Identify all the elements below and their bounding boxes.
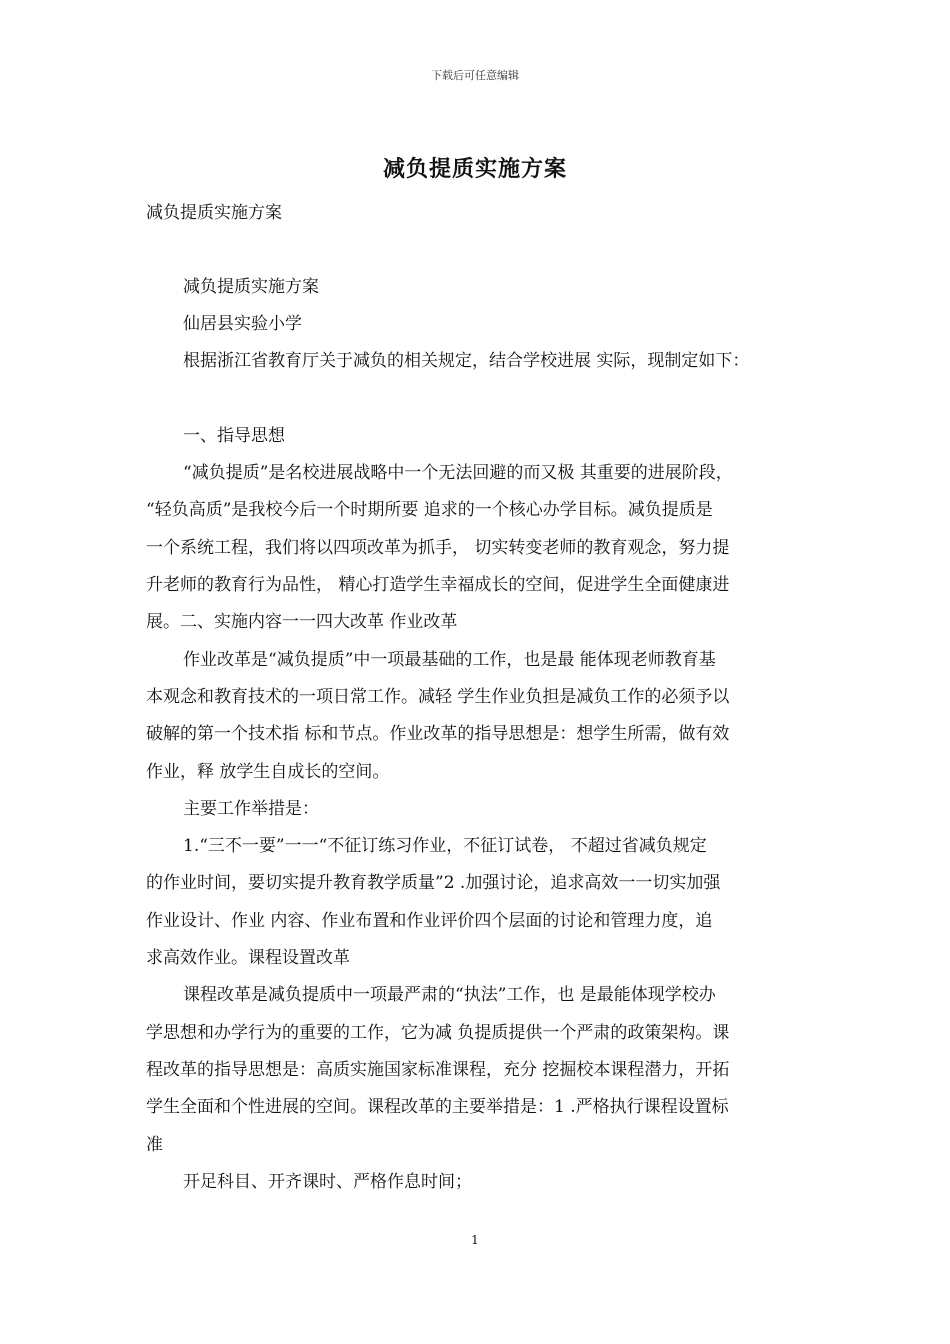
text-line: 根据浙江省教育厅关于减负的相关规定，结合学校进展 实际，现制定如下： [183,351,750,371]
text-line: 减负提质实施方案 [146,203,282,223]
text-line: 减负提质实施方案 [183,277,319,297]
text-line: 准 [146,1135,163,1155]
text-line: 作业设计、作业 内容、作业布置和作业评价四个层面的讨论和管理力度，追 [146,911,713,931]
text-line: 开足科目、开齐课时、严格作息时间； [183,1172,472,1192]
text-line: 课程改革是减负提质中一项最严肃的“执法”工作，也 是最能体现学校办 [183,985,716,1005]
text-line: 的作业时间，要切实提升教育教学质量”2 .加强讨论，追求高效一一切实加强 [146,873,721,893]
text-line: 破解的第一个技术指 标和节点。作业改革的指导思想是：想学生所需，做有效 [146,724,730,744]
text-line: 仙居县实验小学 [183,314,302,334]
document-title: 减负提质实施方案 [382,156,567,182]
text-line: 1.“三不一要”一一“不征订练习作业，不征订试卷， 不超过省减负规定 [183,836,707,856]
text-line: “减负提质”是名校进展战略中一个无法回避的而又极 其重要的进展阶段， [183,463,733,483]
text-line: 主要工作举措是： [183,799,319,819]
text-line: 一个系统工程，我们将以四项改革为抓手， 切实转变老师的教育观念，努力提 [146,538,730,558]
text-line: 学生全面和个性进展的空间。课程改革的主要举措是：1 .严格执行课程设置标 [146,1097,729,1117]
text-line: 作业改革是“减负提质”中一项最基础的工作，也是最 能体现老师教育基 [183,650,716,670]
text-line: 程改革的指导思想是：高质实施国家标准课程，充分 挖掘校本课程潜力，开拓 [146,1060,730,1080]
text-line: 求高效作业。课程设置改革 [146,948,350,968]
section-heading: 一、指导思想 [183,426,285,446]
text-line: 作业，释 放学生自成长的空间。 [146,762,390,782]
text-line: “轻负高质”是我校今后一个时期所要 追求的一个核心办学目标。减负提质是 [146,500,713,520]
page-header: 下载后可任意编辑 [431,69,519,82]
text-line: 展。二、实施内容一一四大改革 作业改革 [146,612,458,632]
text-line: 学思想和办学行为的重要的工作，它为减 负提质提供一个严肃的政策架构。课 [146,1023,730,1043]
text-line: 本观念和教育技术的一项日常工作。减轻 学生作业负担是减负工作的必须予以 [146,687,730,707]
text-line: 升老师的教育行为品性， 精心打造学生幸福成长的空间，促进学生全面健康进 [146,575,730,595]
page-number: 1 [471,1233,479,1247]
